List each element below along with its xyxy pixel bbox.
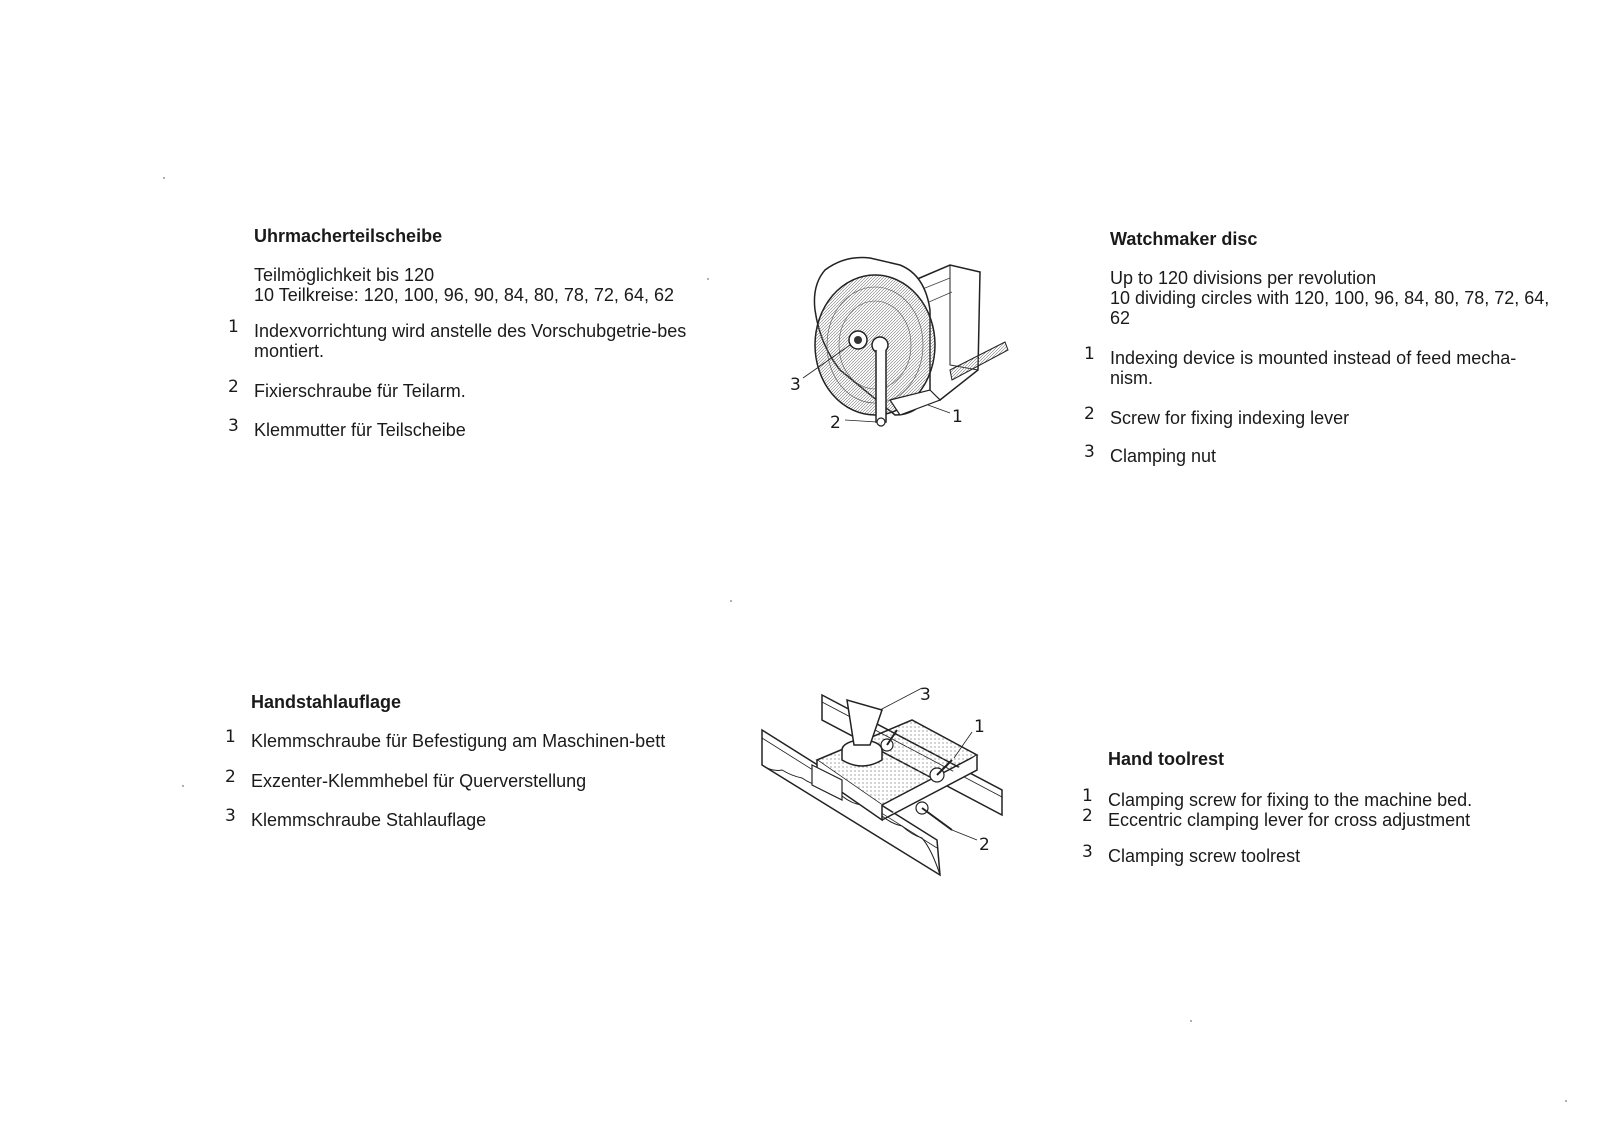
watchmaker-disc-drawing	[790, 250, 1020, 450]
item-number: 2	[228, 377, 239, 397]
watch-de-item	[228, 416, 694, 440]
hand-toolrest-drawing	[762, 685, 1022, 900]
item-text: Fixierschraube für Teilarm.	[254, 381, 466, 401]
toolrest-en-item	[1082, 842, 1568, 866]
item-number: 3	[1084, 442, 1095, 462]
toolrest-en-section	[1082, 749, 1568, 866]
watch-en-intro-1: Up to 120 divisions per revolution	[1110, 268, 1377, 288]
item-text: Klemmschraube für Befestigung am Maschinen-bett	[251, 731, 666, 751]
callout-1: 1	[952, 407, 963, 427]
watch-de-title: Uhrmacherteilscheibe	[254, 226, 443, 246]
toolrest-en-item	[1082, 806, 1568, 830]
toolrest-de-item	[225, 727, 671, 751]
watch-en-item	[1084, 344, 1550, 388]
item-text: Clamping screw for fixing to the machine bed.	[1108, 790, 1473, 810]
watch-en-item	[1084, 442, 1550, 466]
toolrest-de-item	[225, 806, 691, 830]
scan-speck	[182, 785, 184, 787]
callout-2: 2	[979, 835, 990, 855]
toolrest-de-title: Handstahlauflage	[251, 692, 402, 712]
watch-en-item	[1084, 404, 1550, 428]
scan-speck	[163, 177, 165, 179]
item-number: 3	[1082, 842, 1093, 862]
watch-de-item	[228, 317, 694, 361]
item-text: Eccentric clamping lever for cross adjustment	[1108, 810, 1471, 830]
toolrest-en-item	[1082, 786, 1568, 810]
item-text: Indexvorrichtung wird anstelle des Vorschubgetrie-bes montiert.	[254, 321, 687, 361]
item-text: Indexing device is mounted instead of feed mecha-nism.	[1110, 348, 1517, 388]
toolrest-de-item	[225, 767, 691, 791]
toolrest-en-title: Hand toolrest	[1108, 749, 1225, 769]
item-number: 1	[1082, 786, 1093, 806]
watch-de-section	[228, 226, 694, 440]
watch-en-intro-2: 10 dividing circles with 120, 100, 96, 84, 80, 78, 72, 64, 62	[1110, 288, 1550, 328]
item-number: 2	[225, 767, 236, 787]
item-number: 2	[1082, 806, 1093, 826]
watch-de-intro-1: Teilmöglichkeit bis 120	[254, 265, 435, 285]
item-text: Klemmschraube Stahlauflage	[251, 810, 487, 830]
scan-speck	[1190, 1020, 1192, 1022]
watch-de-intro-2: 10 Teilkreise: 120, 100, 96, 90, 84, 80, 78, 72, 64, 62	[254, 285, 674, 305]
callout-2: 2	[830, 413, 841, 433]
watch-de-item	[228, 377, 694, 401]
item-number: 2	[1084, 404, 1095, 424]
item-text: Clamping screw toolrest	[1108, 846, 1301, 866]
item-number: 3	[225, 806, 236, 826]
scan-speck	[1565, 1100, 1567, 1102]
watchmaker-disc-illustration	[790, 250, 1020, 450]
item-text: Klemmutter für Teilscheibe	[254, 420, 466, 440]
watch-en-title: Watchmaker disc	[1110, 229, 1258, 249]
item-number: 1	[228, 317, 239, 337]
hand-toolrest-illustration	[762, 685, 1022, 900]
watch-en-section	[1084, 229, 1550, 466]
item-number: 1	[225, 727, 236, 747]
callout-1: 1	[974, 717, 985, 737]
item-number: 3	[228, 416, 239, 436]
callout-3: 3	[920, 685, 931, 705]
item-number: 1	[1084, 344, 1095, 364]
eccentric-lever	[916, 802, 952, 830]
item-text: Clamping nut	[1110, 446, 1217, 466]
scan-speck	[730, 600, 732, 602]
callout-3: 3	[790, 375, 801, 395]
item-text: Exzenter-Klemmhebel für Querverstellung	[251, 771, 587, 791]
scan-speck	[707, 278, 709, 280]
item-text: Screw for fixing indexing lever	[1110, 408, 1350, 428]
toolrest-de-section	[225, 692, 691, 830]
clamping-nut	[849, 331, 867, 349]
